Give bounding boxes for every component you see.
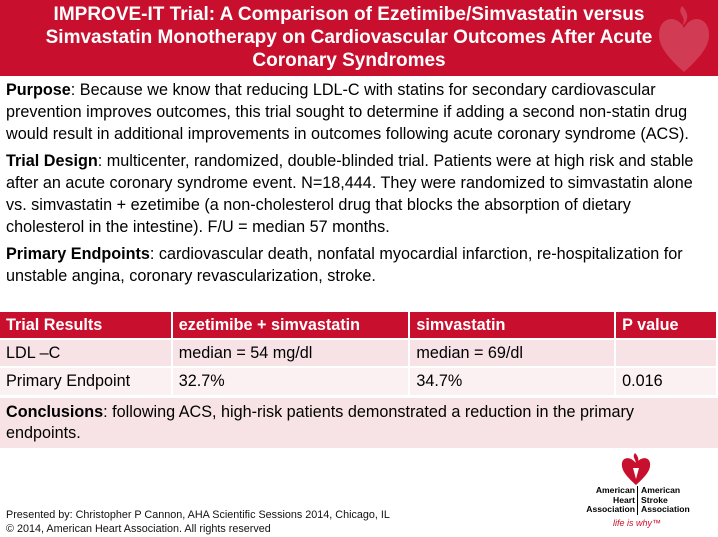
primary-endpoints-text: : cardiovascular death, nonfatal myocardial infarction, re-hospitalization for unstable angina, coronary revascularization, stroke. bbox=[6, 245, 683, 285]
aha-wordmark bbox=[583, 486, 635, 515]
logo-text: Stroke bbox=[641, 494, 668, 505]
table-cell: Primary Endpoint bbox=[0, 367, 172, 396]
table-header-cell: ezetimibe + simvastatin bbox=[172, 312, 410, 339]
table-header-cell: P value bbox=[615, 312, 717, 339]
logo-text: American bbox=[595, 485, 635, 495]
trial-design-text: : multicenter, randomized, double-blinded trial. Patients were at high risk and stable after an acute coronary syndrome event. N=18,444. They were randomized to simvastatin alone vs. simvastatin + ezetimibe (a non-cholesterol drug that blocks the absorption of dietary cholesterol in the intestine). F/U = median 57 months. bbox=[6, 152, 694, 236]
table-cell: 0.016 bbox=[615, 367, 717, 396]
trial-design-paragraph bbox=[6, 150, 712, 238]
table-cell: LDL –C bbox=[0, 339, 172, 367]
presenter-credit: Presented by: Christopher P Cannon, AHA Scientific Sessions 2014, Chicago, IL bbox=[6, 509, 390, 521]
logo-tagline: life is why™ bbox=[613, 518, 662, 528]
conclusions-text: : following ACS, high-risk patients demonstrated a reduction in the primary endpoints. bbox=[6, 403, 634, 442]
logo-text: Association bbox=[641, 504, 690, 515]
table-header-cell: Trial Results bbox=[0, 312, 172, 339]
trial-design-label: Trial Design bbox=[6, 152, 98, 170]
asa-wordmark bbox=[641, 486, 701, 515]
heart-torch-icon bbox=[619, 452, 653, 486]
copyright-notice: © 2014, American Heart Association. All rights reserved bbox=[6, 523, 271, 535]
logo-text: Heart bbox=[613, 494, 635, 505]
trial-results-table bbox=[0, 312, 718, 397]
table-cell: 32.7% bbox=[172, 367, 410, 396]
primary-endpoints-label: Primary Endpoints bbox=[6, 245, 150, 263]
conclusions-box bbox=[0, 398, 718, 448]
logo-divider bbox=[637, 486, 638, 515]
table-row bbox=[0, 367, 717, 396]
slide-title: IMPROVE-IT Trial: A Comparison of Ezetimibe/Simvastatin versus Simvastatin Monotherapy on Cardiovascular Outcomes After Acute Coronary Syndromes bbox=[45, 4, 653, 71]
purpose-label: Purpose bbox=[6, 81, 71, 99]
table-cell bbox=[615, 339, 717, 367]
logo-text: American bbox=[641, 485, 681, 495]
table-cell: 34.7% bbox=[409, 367, 615, 396]
purpose-paragraph bbox=[6, 79, 712, 145]
table-row bbox=[0, 339, 717, 367]
table-header-row bbox=[0, 312, 717, 339]
table-header-cell: simvastatin bbox=[409, 312, 615, 339]
table-cell: median = 69/dl bbox=[409, 339, 615, 367]
aha-asa-logo bbox=[583, 452, 701, 532]
body-content bbox=[6, 79, 712, 292]
primary-endpoints-paragraph bbox=[6, 243, 712, 287]
conclusions-label: Conclusions bbox=[6, 403, 104, 421]
title-banner bbox=[0, 0, 718, 76]
table-cell: median = 54 mg/dl bbox=[172, 339, 410, 367]
purpose-text: : Because we know that reducing LDL-C with statins for secondary cardiovascular prevention improves outcomes, this trial sought to determine if adding a second non-statin drug would result in additional improvements in outcomes following acute coronary syndrome (ACS). bbox=[6, 81, 689, 143]
footer bbox=[6, 508, 390, 536]
logo-text: Association bbox=[586, 504, 635, 515]
